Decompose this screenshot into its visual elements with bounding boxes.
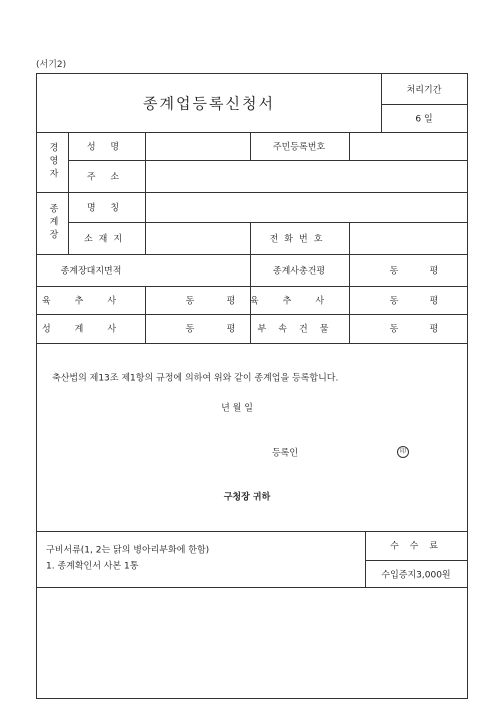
brooding-unit-dong: 동 [185, 296, 195, 307]
applicant-id-label: 주민등록번호 [272, 142, 326, 153]
applicant-name-label: 성 명 [86, 142, 126, 153]
row-line [68, 222, 468, 223]
attachment-item: 1. 종계확인서 사본 1통 [46, 561, 139, 572]
brooding-house-label-2: 육추사 [249, 296, 349, 307]
column-line [349, 222, 350, 255]
form-border-top [36, 73, 468, 74]
breeder-house-label: 성계사 [41, 324, 141, 335]
row-line [68, 160, 468, 161]
form-border-right [467, 73, 468, 699]
processing-divider [381, 104, 468, 105]
brooding-2-unit-dong: 동 [389, 296, 399, 307]
date-line: 년 월 일 [221, 403, 253, 414]
processing-period-label: 처리기간 [406, 85, 442, 96]
declaration-statement: 축산법의 제13조 제1항의 규정에 의하여 위와 같이 종계업을 등록합니다. [52, 373, 339, 384]
row-line [36, 587, 468, 588]
total-building-label: 종계사총건평 [272, 266, 326, 277]
brooding-2-unit-pyeong: 평 [429, 296, 439, 307]
row-line [36, 343, 468, 344]
site-area-label: 종계장대지면적 [60, 266, 122, 277]
breeder-unit-dong: 동 [185, 324, 195, 335]
processing-period-value: 6 일 [415, 114, 433, 125]
annex-building-label: 부속건물 [257, 324, 341, 335]
column-line [145, 286, 146, 343]
addressee: 구청장 귀하 [223, 492, 271, 503]
applicant-address-field[interactable] [151, 163, 461, 189]
title-divider [381, 73, 382, 132]
fee-value: 수입증지3,000원 [381, 570, 451, 581]
row-line [36, 286, 468, 287]
column-line [250, 222, 251, 255]
applicant-group-label: 경 영 자 [49, 143, 59, 180]
annex-unit-pyeong: 평 [429, 324, 439, 335]
row-line [36, 531, 468, 532]
breeder-unit-pyeong: 평 [226, 324, 236, 335]
brooding-house-label: 육추사 [41, 296, 141, 307]
row-line [36, 314, 468, 315]
site-area-field[interactable] [147, 257, 247, 283]
total-building-unit-dong: 동 [389, 266, 399, 277]
column-line [68, 132, 69, 254]
row-line [365, 560, 468, 561]
farm-name-field[interactable] [151, 194, 461, 220]
brooding-unit-pyeong: 평 [226, 296, 236, 307]
row-line [36, 132, 468, 133]
fee-label: 수 수 료 [390, 541, 442, 552]
form-border-left [36, 73, 37, 699]
row-line [36, 192, 468, 193]
applicant-name-field[interactable] [147, 135, 247, 157]
farm-phone-label: 전화번호 [269, 234, 329, 245]
attachments-header: 구비서류(1, 2는 닭의 병아리부화에 한함) [46, 545, 210, 556]
farm-name-label: 명 칭 [86, 203, 126, 214]
farm-group-label: 종 계 장 [49, 204, 59, 241]
annex-unit-dong: 동 [389, 324, 399, 335]
row-line [36, 254, 468, 255]
registrant-label: 등록인 [271, 448, 299, 459]
column-line [349, 254, 350, 343]
seal-icon: 印 [397, 446, 409, 458]
column-line [250, 132, 251, 161]
form-number: (서기2) [36, 60, 67, 70]
farm-location-label: 소재지 [83, 234, 129, 245]
column-line [349, 132, 350, 161]
total-building-unit-pyeong: 평 [429, 266, 439, 277]
applicant-id-field[interactable] [353, 135, 463, 157]
form-title: 종계업등록신청서 [143, 94, 275, 113]
farm-location-field[interactable] [147, 225, 247, 251]
column-line [365, 531, 366, 587]
column-line [145, 132, 146, 254]
farm-phone-field[interactable] [353, 225, 463, 251]
form-border-bottom [36, 698, 468, 699]
applicant-address-label: 주 소 [86, 172, 126, 183]
